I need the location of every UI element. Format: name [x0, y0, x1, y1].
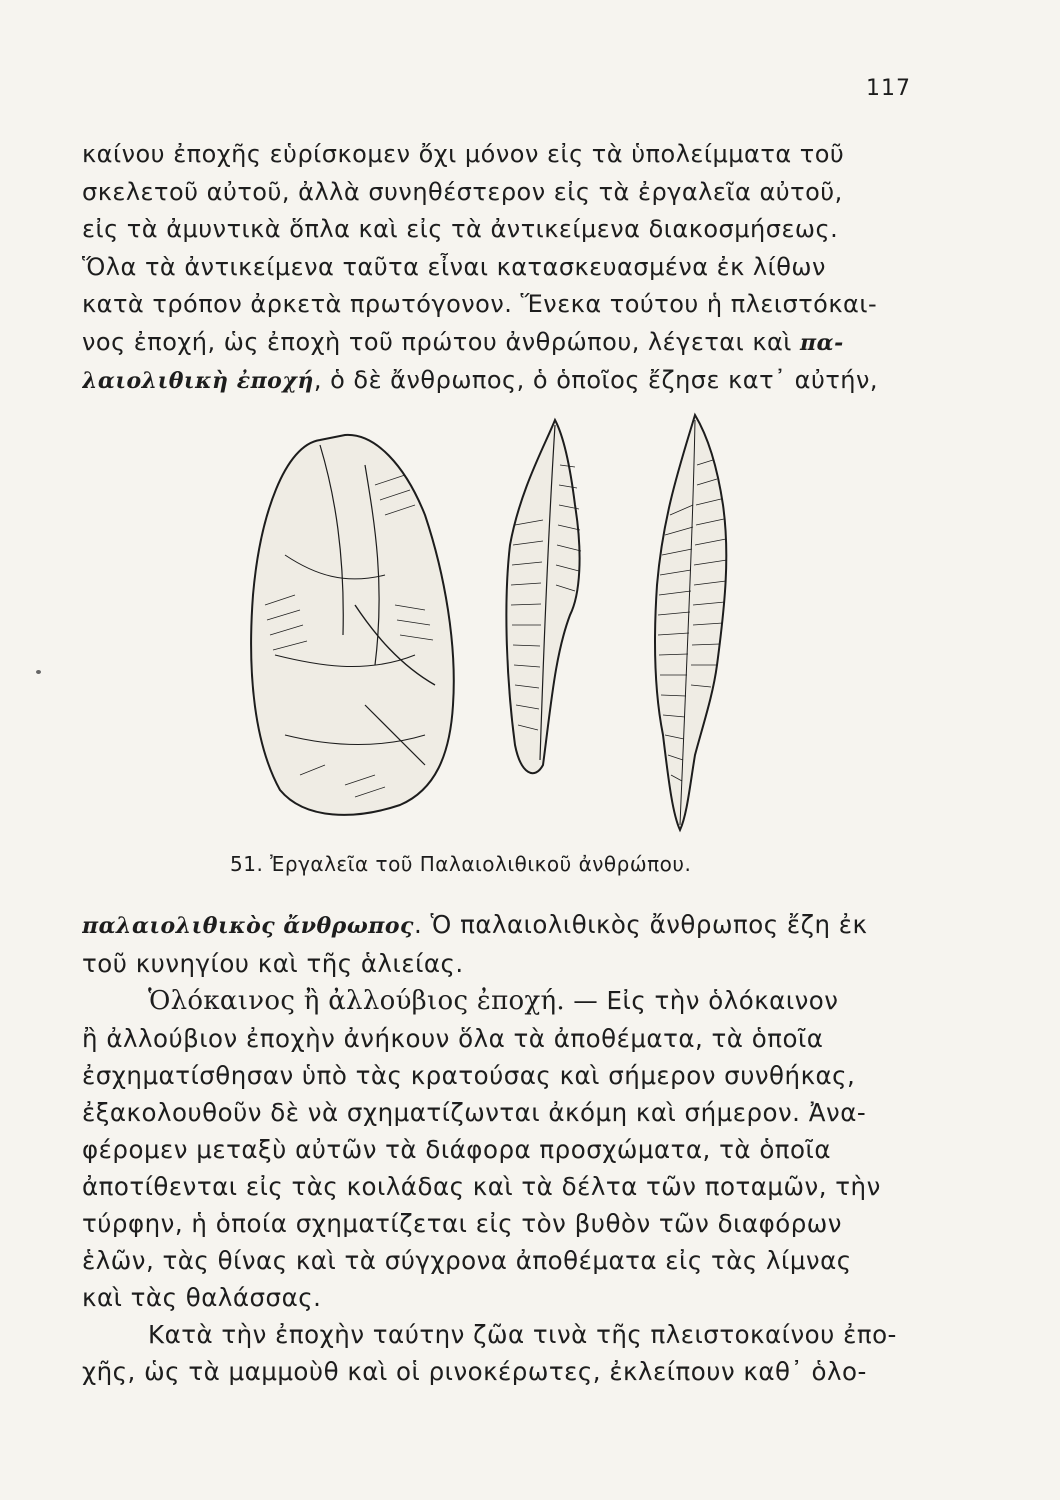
- section-heading-line: [82, 982, 922, 1020]
- text-line: εἰς τὰ ἀμυντικὰ ὅπλα καὶ εἰς τὰ ἀντικείμενα διακοσμήσεως.: [82, 215, 839, 243]
- text-line-with-term: [82, 906, 922, 945]
- text-line: φέρομεν μεταξὺ αὐτῶν τὰ διάφορα προσχώματα, τὰ ὁποῖα: [82, 1135, 831, 1164]
- bottom-text: [82, 906, 922, 1390]
- text-line: σκελετοῦ αὐτοῦ, ἀλλὰ συνηθέστερον εἰς τὰ ἐργαλεῖα αὐτοῦ,: [82, 177, 843, 206]
- text-line: Ὅλα τὰ ἀντικείμενα ταῦτα εἶναι κατασκευασμένα ἐκ λίθων: [82, 252, 826, 281]
- text-line: ἢ ἀλλούβιον ἐποχὴν ἀνήκουν ὅλα τὰ ἀποθέματα, τὰ ὁποῖα: [82, 1024, 824, 1053]
- hand-axe-drawing: [251, 435, 454, 815]
- text-line: χῆς, ὡς τὰ μαμμοὺθ καὶ οἱ ρινοκέρωτες, ἐκλείπουν καθ᾽ ὁλο-: [82, 1357, 867, 1386]
- text-line: Κατὰ τὴν ἐποχὴν ταύτην ζῶα τινὰ τῆς πλειστοκαίνου ἐπο-: [148, 1320, 897, 1349]
- spear-point-drawing: [655, 415, 727, 830]
- text-line: κατὰ τρόπον ἀρκετὰ πρωτόγονον. Ἕνεκα τούτου ἡ πλειστόκαι-: [82, 290, 878, 318]
- text-line: ἑλῶν, τὰς θίνας καὶ τὰ σύγχρονα ἀποθέματα εἰς τὰς λίμνας: [82, 1246, 852, 1275]
- text-line-with-term: [82, 362, 922, 401]
- blade-drawing: [506, 420, 581, 773]
- text-run: , ὁ δὲ ἄνθρωπος, ὁ ὁποῖος ἔζησε κατ᾽ αὐτήν,: [313, 366, 879, 394]
- stone-tools-illustration: [225, 405, 865, 850]
- text-line: καίνου ἐποχῆς εὑρίσκομεν ὄχι μόνον εἰς τὰ ὑπολείμματα τοῦ: [82, 140, 845, 168]
- text-line: ἐσχηματίσθησαν ὑπὸ τὰς κρατούσας καὶ σήμερον συνθήκας,: [82, 1061, 856, 1090]
- paper-speck: [36, 670, 41, 674]
- figure-caption: 51. Ἐργαλεῖα τοῦ Παλαιολιθικοῦ ἀνθρώπου.: [230, 852, 692, 876]
- text-run: νος ἐποχή, ὡς ἐποχὴ τοῦ πρώτου ἀνθρώπου, λέγεται καὶ: [82, 327, 801, 356]
- text-line: τύρφην, ἡ ὁποία σχηματίζεται εἰς τὸν βυθὸν τῶν διαφόρων: [82, 1209, 842, 1238]
- text-line: τοῦ κυνηγίου καὶ τῆς ἁλιείας.: [82, 949, 464, 978]
- text-line: ἐξακολουθοῦν δὲ νὰ σχηματίζωνται ἀκόμη καὶ σήμερον. Ἀνα-: [82, 1098, 867, 1127]
- text-line: ἀποτίθενται εἰς τὰς κοιλάδας καὶ τὰ δέλτα τῶν ποταμῶν, τὴν: [82, 1172, 881, 1201]
- text-line: καὶ τὰς θαλάσσας.: [82, 1283, 322, 1312]
- page-number: 117: [866, 76, 911, 101]
- italic-term: πα-: [800, 329, 844, 356]
- text-run: — Εἰς τὴν ὁλόκαινον: [564, 986, 839, 1015]
- section-heading: Ὁλόκαινος ἢ ἀλλούβιος ἐποχή.: [148, 986, 565, 1016]
- top-paragraph: [82, 136, 922, 401]
- italic-term: παλαιολιθικὸς ἄνθρωπος: [82, 913, 414, 939]
- text-line-with-term: [82, 324, 922, 363]
- text-run: . Ὁ παλαιολιθικὸς ἄνθρωπος ἔζη ἐκ: [413, 910, 868, 939]
- italic-term: λαιολιθικὴ ἐποχή: [82, 368, 314, 394]
